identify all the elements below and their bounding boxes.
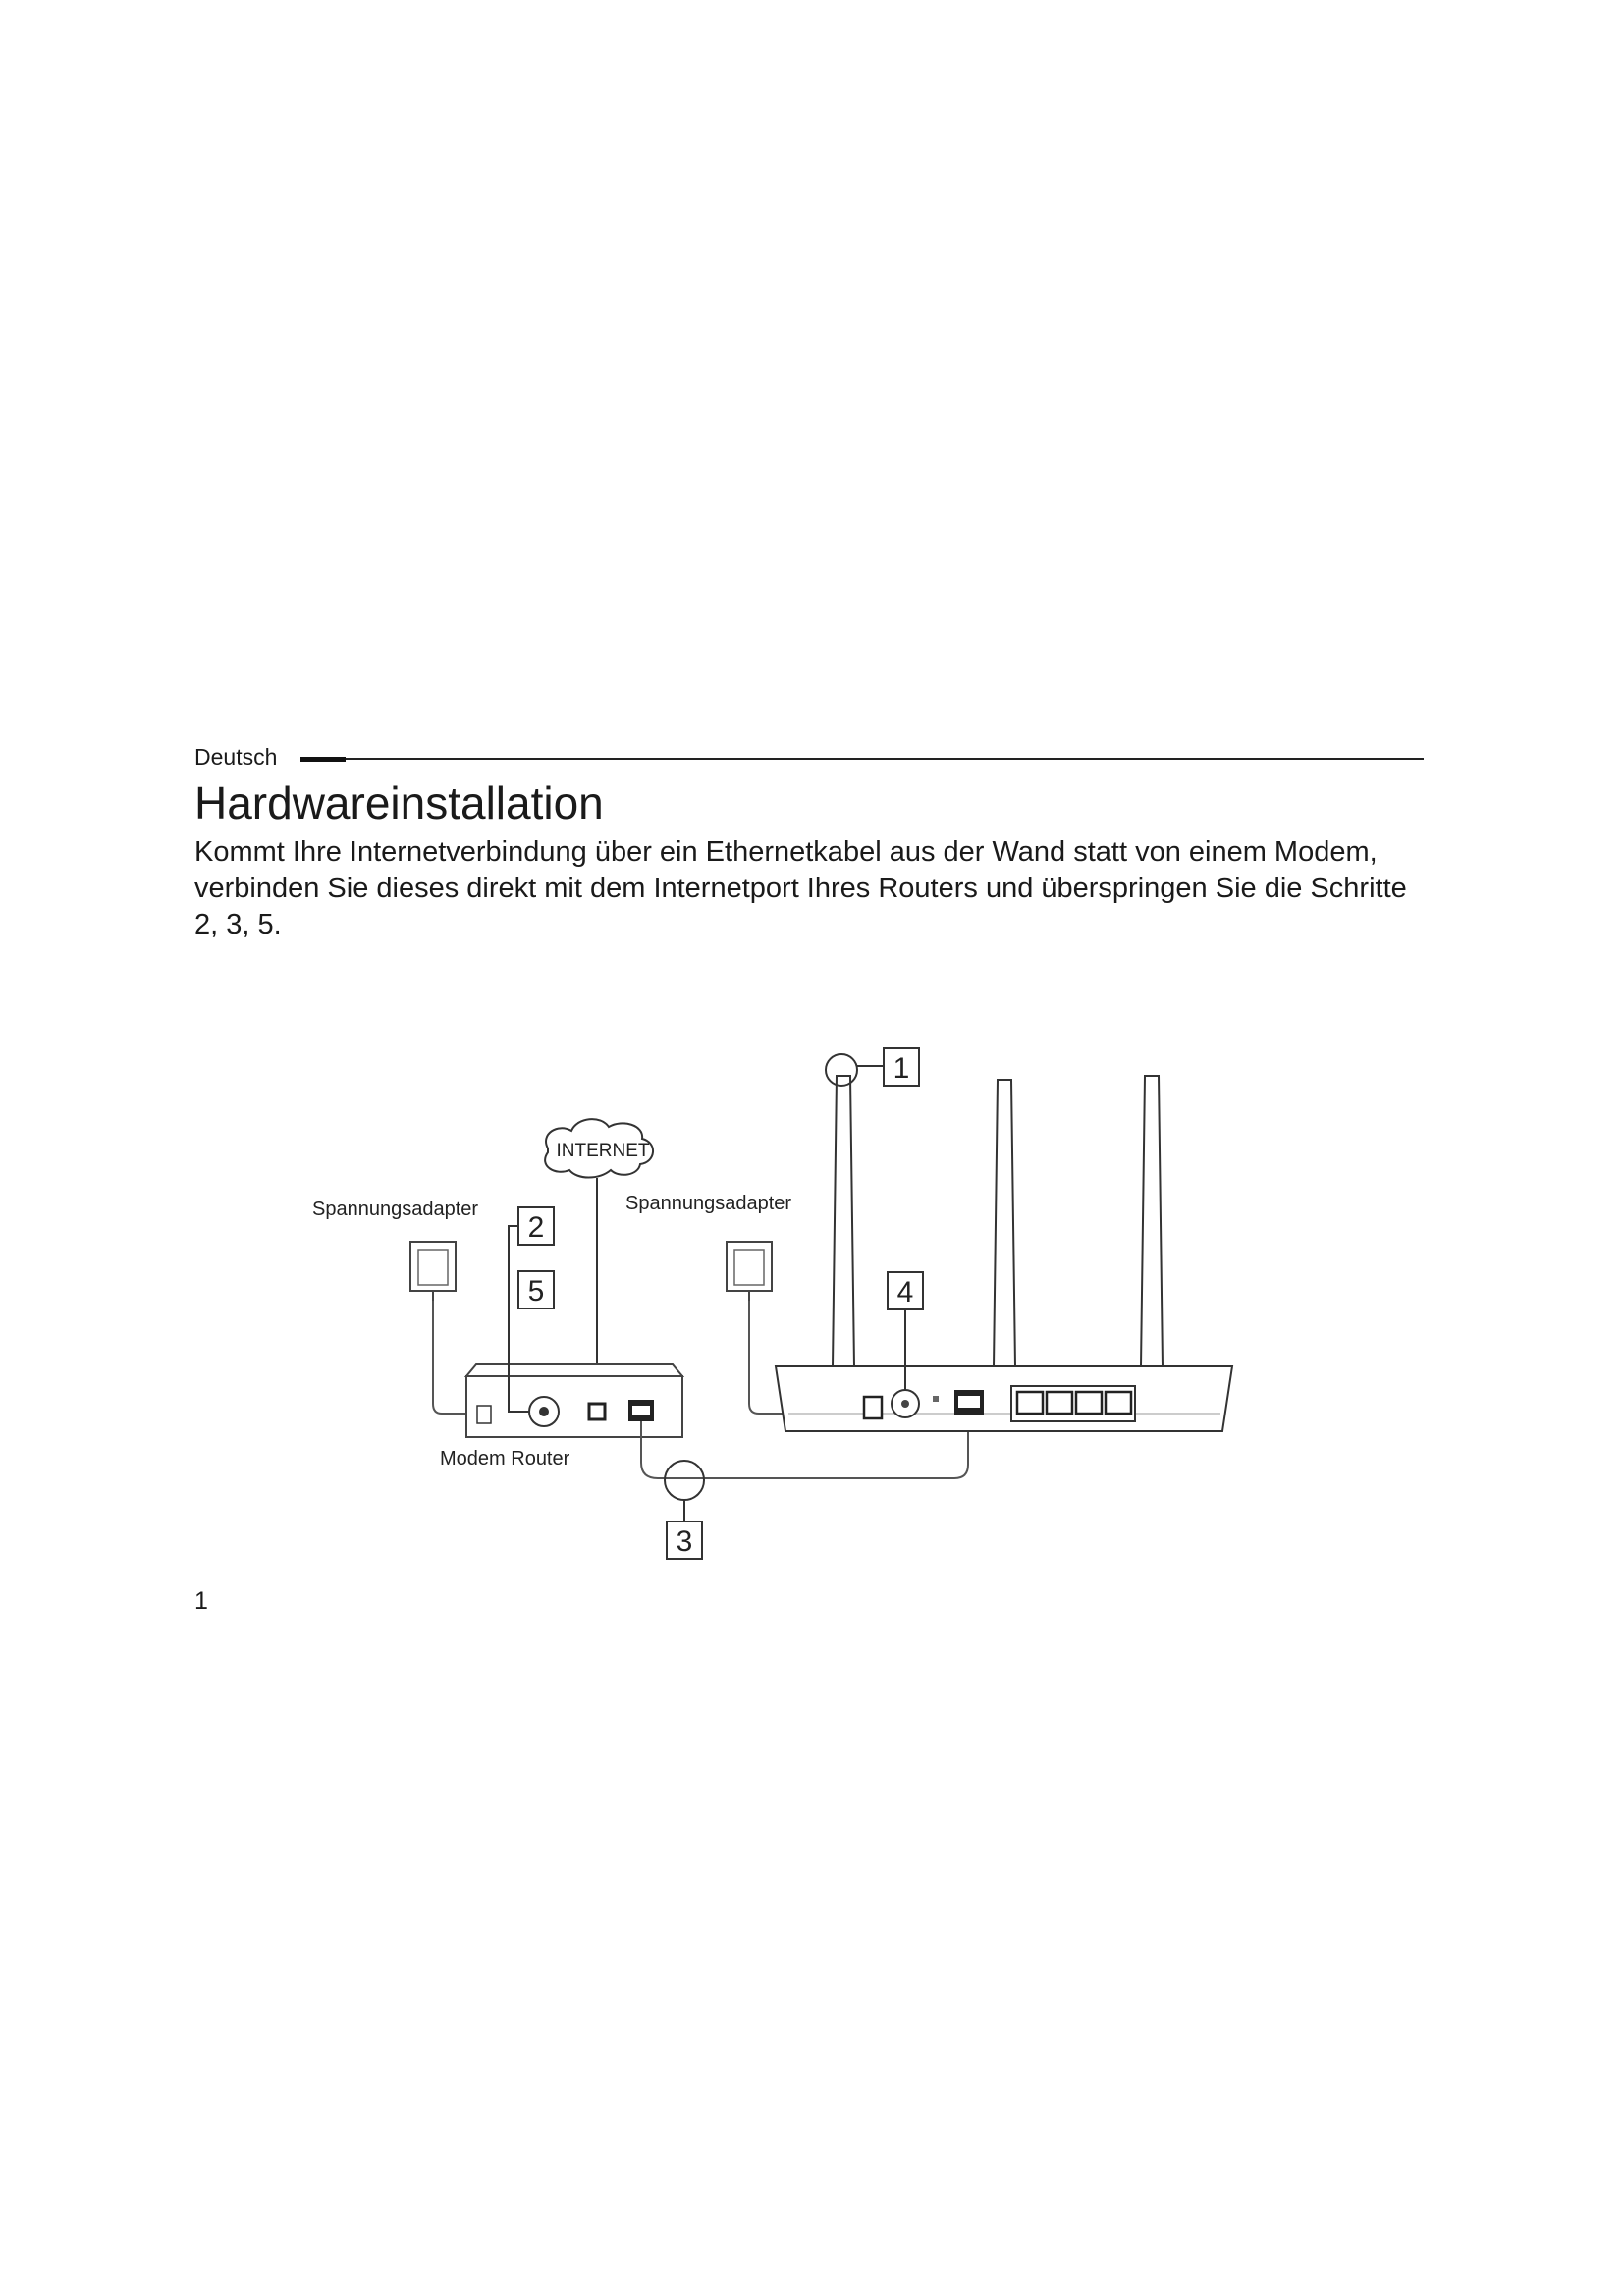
step-2-number: 2: [527, 1211, 545, 1244]
internet-label: INTERNET: [556, 1141, 650, 1161]
step-5-number: 5: [527, 1275, 545, 1308]
modem-router-icon: [466, 1364, 682, 1437]
power-adapter-right-icon: [727, 1242, 772, 1301]
connection-diagram: [295, 1041, 1257, 1571]
language-label: Deutsch: [194, 744, 278, 770]
router-body: [776, 1366, 1232, 1431]
intro-paragraph: Kommt Ihre Internetverbindung über ein Ethernetkabel aus der Wand statt von einem Modem, verbinden Sie dieses direkt mit dem Internetport Ihres Routers und überspringen Sie die Schritte 2, 3, 5.: [194, 836, 1407, 940]
step-3-number: 3: [676, 1525, 693, 1558]
antenna-center: [994, 1080, 1015, 1366]
step-1-number: 1: [893, 1052, 910, 1085]
page-number: 1: [194, 1587, 208, 1615]
step-4-number: 4: [896, 1276, 914, 1308]
power-adapter-left-icon: [410, 1242, 456, 1301]
wireless-router-icon: [776, 1076, 1232, 1431]
page-title: Hardwareinstallation: [194, 777, 604, 828]
hardware-diagram: [295, 1041, 1257, 1571]
modem-label: Modem Router: [440, 1448, 570, 1469]
antenna-left: [833, 1076, 854, 1366]
adapter-right-label: Spannungsadapter: [625, 1193, 792, 1214]
adapter-left-label: Spannungsadapter: [312, 1199, 479, 1220]
language-header: [194, 742, 1424, 772]
header-rule: [346, 758, 1424, 760]
step-3-marker: [665, 1461, 704, 1500]
header-rule-accent: [300, 757, 346, 762]
antenna-right: [1141, 1076, 1163, 1366]
